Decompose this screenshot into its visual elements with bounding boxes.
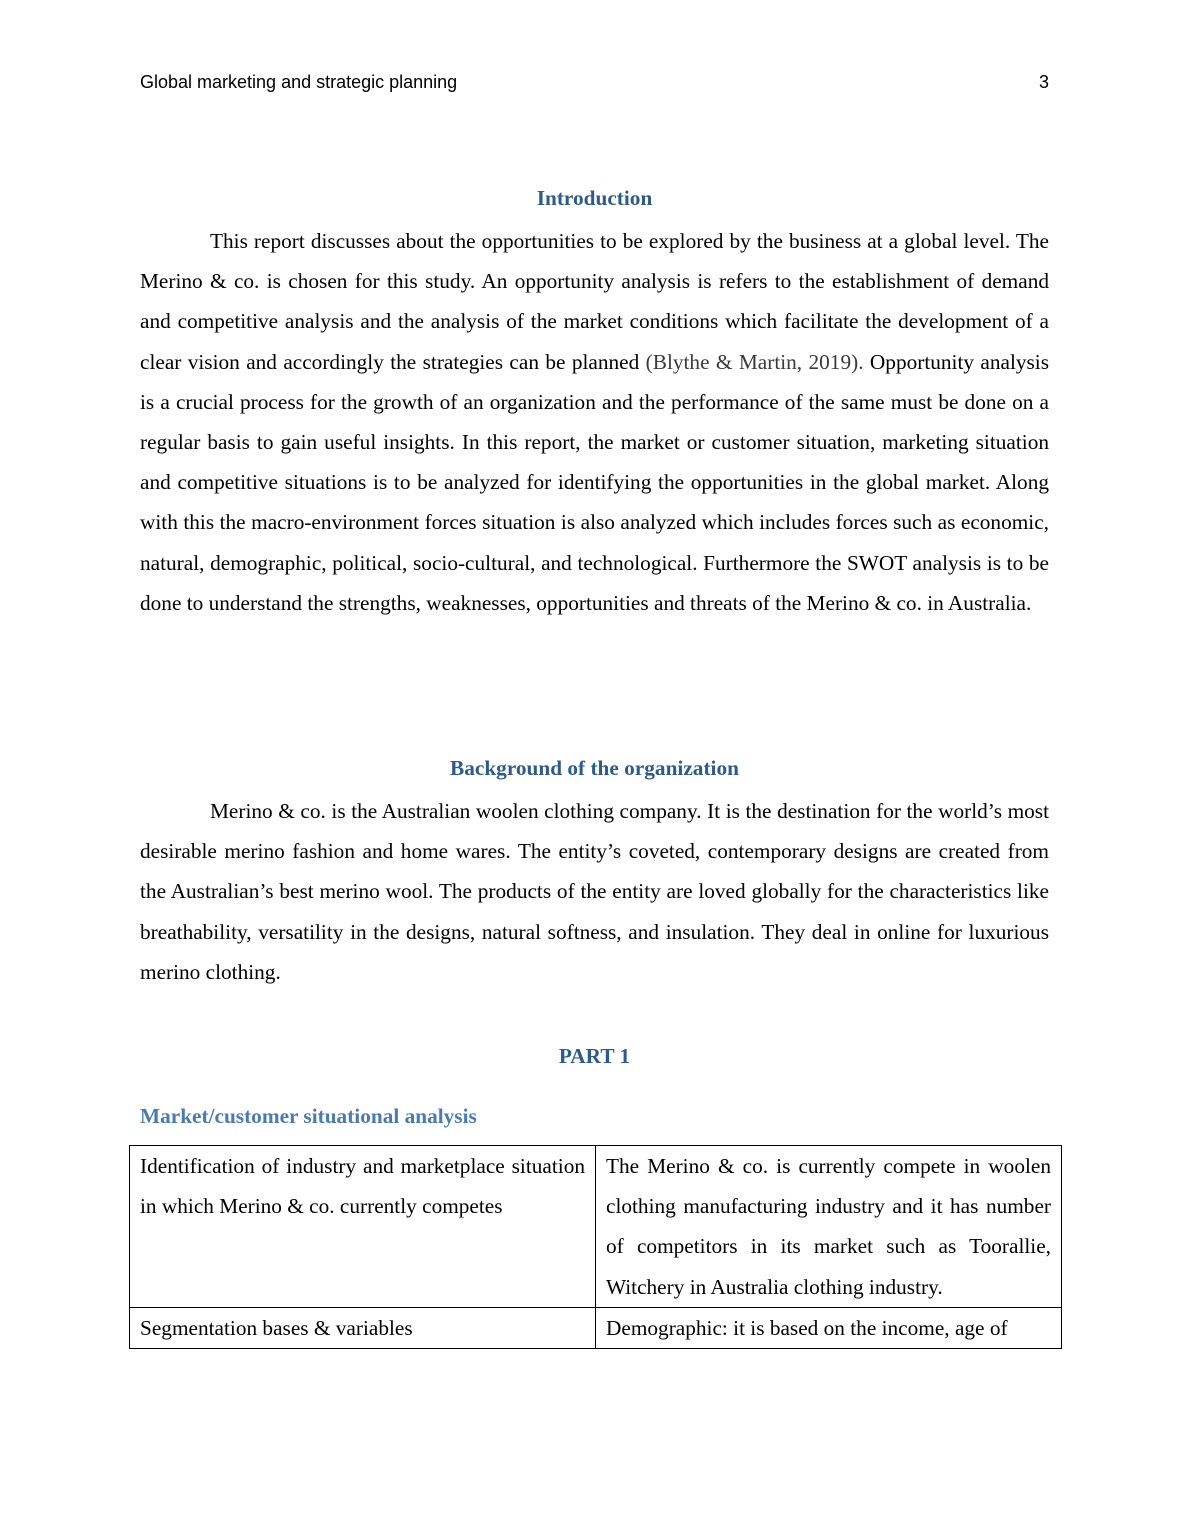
cell-text: Demographic: it is based on the income, age of — [606, 1315, 1008, 1340]
situational-analysis-table — [129, 1145, 1062, 1349]
introduction-text-continued: Opportunity analysis is a crucial process for the growth of an organization and the performance of the same must be done on a regular basis to gain useful insights. In this report, the market or customer situation, marketing situation and competitive situations is to be analyzed for identifying the opportunities in the global market. Along with this the macro-environment forces situation is also analyzed which includes forces such as economic, natural, demographic, political, socio-cultural, and technological. Furthermore the SWOT analysis is to be done to understand the strengths, weaknesses, opportunities and threats of the Merino & co. in Australia. — [140, 349, 1050, 615]
introduction-heading: Introduction — [536, 186, 653, 210]
table-cell-value: The Merino & co. is currently compete in woolen clothing manufacturing industry and it has number of competitors in its market such as Toorallie, Witchery in Australia clothing industry. — [596, 1146, 1062, 1308]
introduction-paragraph — [140, 221, 1049, 623]
introduction-text: This report discusses about the opportunities to be explored by the business at a global level. The Merino & co. is chosen for this study. An opportunity analysis is refers to the establishment of demand and competitive analysis and the analysis of the market conditions which facilitate the development of a clear vision and accordingly the strategies can be planned — [140, 229, 1049, 374]
page-number: 3 — [1038, 72, 1049, 92]
table-row — [130, 1146, 1062, 1308]
background-heading: Background of the organization — [450, 756, 739, 780]
table-cell-label — [130, 1307, 596, 1348]
market-analysis-subheading: Market/customer situational analysis — [140, 1104, 477, 1128]
table-cell-label: Identification of industry and marketplace situation in which Merino & co. currently competes — [130, 1146, 596, 1308]
citation: (Blythe & Martin, 2019). — [645, 349, 864, 374]
table-row — [130, 1307, 1062, 1348]
running-title: Global marketing and strategic planning — [140, 72, 458, 92]
part1-heading: PART 1 — [558, 1044, 631, 1068]
background-paragraph: Merino & co. is the Australian woolen clothing company. It is the destination for the world’s most desirable merino fashion and home wares. The entity’s coveted, contemporary designs are created from the Australian’s best merino wool. The products of the entity are loved globally for the characteristics like breathability, versatility in the designs, natural softness, and insulation. They deal in online for luxurious merino clothing. — [140, 799, 1049, 984]
cell-text: Segmentation bases & variables — [140, 1315, 413, 1340]
table-cell-value — [596, 1307, 1062, 1348]
